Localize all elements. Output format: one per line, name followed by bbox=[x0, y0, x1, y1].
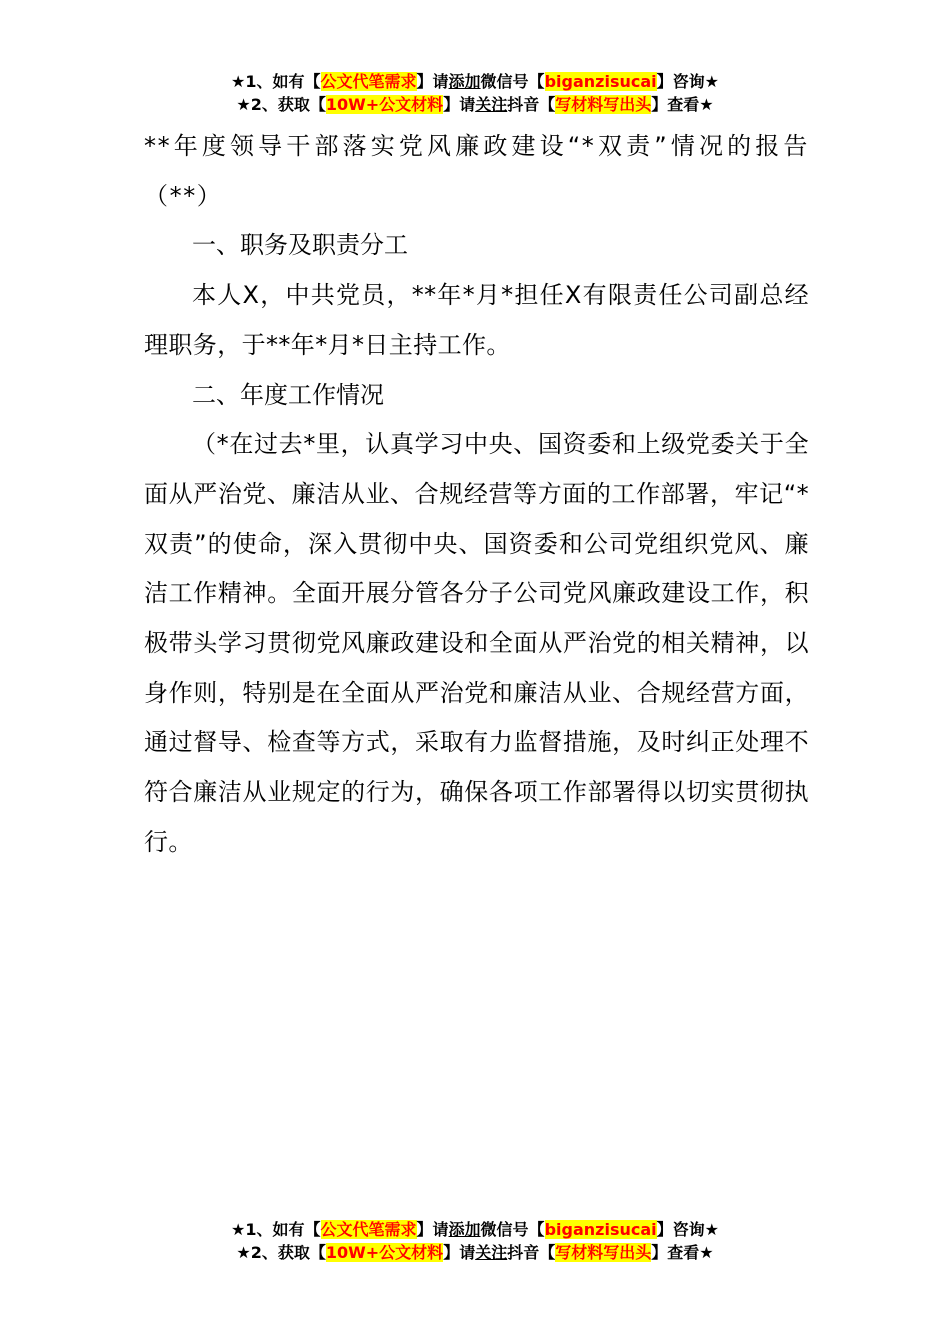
star-icon: ★ bbox=[704, 72, 719, 91]
paragraph-annual-work: （*在过去*里，认真学习中央、国资委和上级党委关于全面从严治党、廉洁从业、合规经营等方面的工作部署，牢记“*双责”的使命，深入贯彻中央、国资委和公司党组织党风、廉洁工作精神。全面开展分管各分子公司党风廉政建设工作，积极带头学习贯彻党风廉政建设和全面从严治党的相关精神，以身作则，特别是在全面从严治党和廉洁从业、合规经营方面，通过督导、检查等方式，采取有力监督措施，及时纠正处理不符合廉洁从业规定的行为，确保各项工作部署得以切实贯彻执行。 bbox=[144, 430, 809, 856]
highlight-service: 公文代笔需求 bbox=[320, 72, 417, 91]
star-icon: ★ bbox=[231, 1220, 246, 1239]
banner-text: 微信号【 bbox=[480, 72, 545, 91]
underlined-text: 关注 bbox=[475, 95, 508, 114]
star-icon: ★ bbox=[699, 95, 714, 114]
star-icon: ★ bbox=[704, 1220, 719, 1239]
wechat-id: biganzisucai bbox=[544, 72, 657, 91]
highlight-materials: 10W+公文材料 bbox=[325, 95, 444, 114]
underlined-text: 关注 bbox=[475, 1243, 508, 1262]
highlight-service: 公文代笔需求 bbox=[320, 1220, 417, 1239]
document-title: **年度领导干部落实党风廉政建设“*双责”情况的报告（**） bbox=[144, 132, 809, 210]
douyin-account: 写材料写出头 bbox=[555, 95, 652, 114]
star-icon: ★ bbox=[236, 95, 251, 114]
banner-text: 抖音【 bbox=[507, 95, 556, 114]
banner-text: 】查看 bbox=[651, 95, 700, 114]
douyin-account: 写材料写出头 bbox=[555, 1243, 652, 1262]
underlined-text: 添加 bbox=[448, 1220, 481, 1239]
highlight-materials: 10W+公文材料 bbox=[325, 1243, 444, 1262]
wechat-id: biganzisucai bbox=[544, 1220, 657, 1239]
banner-text: 】请 bbox=[416, 1220, 449, 1239]
banner-text: 】请 bbox=[443, 95, 476, 114]
document-body bbox=[144, 122, 809, 868]
banner-line-1 bbox=[0, 1218, 950, 1241]
banner-text: 】咨询 bbox=[656, 1220, 705, 1239]
star-icon: ★ bbox=[699, 1243, 714, 1262]
section-heading-duties: 一、职务及职责分工 bbox=[192, 231, 408, 260]
banner-text: 1、如有【 bbox=[245, 72, 321, 91]
banner-text: 】查看 bbox=[651, 1243, 700, 1262]
star-icon: ★ bbox=[231, 72, 246, 91]
banner-line-2 bbox=[0, 1241, 950, 1264]
banner-line-1 bbox=[0, 70, 950, 93]
banner-line-2 bbox=[0, 93, 950, 116]
banner-text: 抖音【 bbox=[507, 1243, 556, 1262]
banner-text: 微信号【 bbox=[480, 1220, 545, 1239]
underlined-text: 添加 bbox=[448, 72, 481, 91]
banner-text: 】请 bbox=[416, 72, 449, 91]
banner-text: 1、如有【 bbox=[245, 1220, 321, 1239]
header-banner bbox=[0, 70, 950, 116]
banner-text: 】请 bbox=[443, 1243, 476, 1262]
footer-banner bbox=[0, 1218, 950, 1264]
banner-text: 2、获取【 bbox=[250, 1243, 326, 1262]
section-heading-annual-work: 二、年度工作情况 bbox=[192, 380, 384, 409]
banner-text: 】咨询 bbox=[656, 72, 705, 91]
star-icon: ★ bbox=[236, 1243, 251, 1262]
banner-text: 2、获取【 bbox=[250, 95, 326, 114]
paragraph-duties: 本人X，中共党员，**年*月*担任X有限责任公司副总经理职务，于**年*月*日主持工作。 bbox=[144, 281, 809, 359]
